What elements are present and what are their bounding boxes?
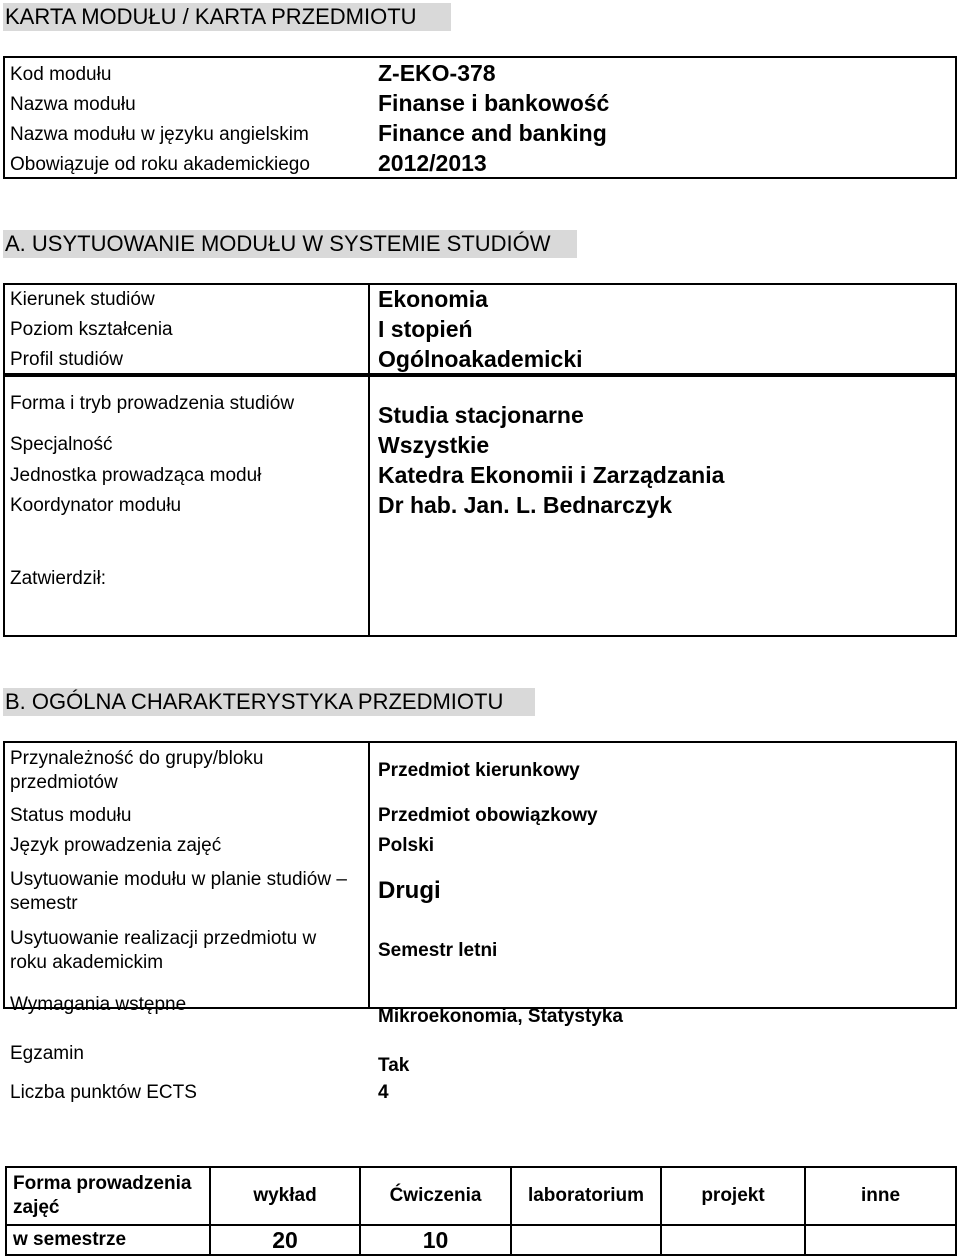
semester-placement-label: Usytuowanie modułu w planie studiów – semestr — [10, 869, 347, 914]
prerequisites-value: Mikroekonomia, Statystyka — [378, 1006, 623, 1027]
study-profile-value: Ogólnoakademicki — [378, 346, 583, 372]
group-label: Przynależność do grupy/bloku przedmiotów — [10, 748, 264, 793]
ects-value: 4 — [378, 1082, 389, 1103]
specialty-value: Wszystkie — [378, 432, 490, 458]
prerequisites-label: Wymagania wstępne — [10, 994, 187, 1015]
ects-label: Liczba punktów ECTS — [10, 1082, 197, 1103]
header-cell-project: projekt — [661, 1167, 805, 1225]
module-name-en-value: Finance and banking — [378, 120, 607, 146]
exercise-hours: 10 — [360, 1225, 511, 1255]
study-form-label: Forma i tryb prowadzenia studiów — [10, 393, 295, 414]
exam-value: Tak — [378, 1055, 410, 1076]
academic-year-value: 2012/2013 — [378, 150, 487, 176]
module-name-en-label: Nazwa modułu w języku angielskim — [10, 124, 309, 145]
header-cell-exercises: Ćwiczenia — [360, 1167, 511, 1225]
specialty-label: Specjalność — [10, 434, 113, 455]
approved-label: Zatwierdził: — [10, 568, 107, 589]
other-hours — [805, 1225, 956, 1255]
study-profile-label: Profil studiów — [10, 349, 123, 370]
group-value: Przedmiot kierunkowy — [378, 760, 580, 781]
class-forms-table — [5, 1166, 957, 1256]
semester-placement-value: Drugi — [378, 877, 441, 904]
field-of-study-value: Ekonomia — [378, 286, 488, 312]
header-cell-lecture: wykład — [210, 1167, 360, 1225]
section-a-title: A. USYTUOWANIE MODUŁU W SYSTEMIE STUDIÓW — [3, 230, 577, 258]
language-label: Język prowadzenia zajęć — [10, 835, 222, 856]
divider — [368, 375, 370, 637]
header-cell-laboratory: laboratorium — [511, 1167, 661, 1225]
laboratory-hours — [511, 1225, 661, 1255]
module-name-value: Finanse i bankowość — [378, 90, 610, 116]
unit-value: Katedra Ekonomii i Zarządzania — [378, 462, 725, 488]
section-b-title: B. OGÓLNA CHARAKTERYSTYKA PRZEDMIOTU — [3, 688, 535, 716]
unit-label: Jednostka prowadząca moduł — [10, 465, 262, 486]
study-form-value: Studia stacjonarne — [378, 402, 584, 428]
status-label: Status modułu — [10, 805, 132, 826]
academic-year-label: Obowiązuje od roku akademickiego — [10, 154, 310, 175]
realization-value: Semestr letni — [378, 940, 498, 961]
project-hours — [661, 1225, 805, 1255]
table-header-row — [6, 1167, 956, 1225]
page-title: KARTA MODUŁU / KARTA PRZEDMIOTU — [3, 3, 451, 31]
status-value: Przedmiot obowiązkowy — [378, 805, 598, 826]
table-row — [6, 1225, 956, 1255]
field-of-study-label: Kierunek studiów — [10, 289, 155, 310]
exam-label: Egzamin — [10, 1043, 84, 1064]
realization-label: Usytuowanie realizacji przedmiotu w roku akademickim — [10, 928, 317, 973]
semester-row-label: w semestrze — [6, 1225, 210, 1255]
module-code-value: Z-EKO-378 — [378, 60, 496, 86]
header-cell-form: Forma prowadzenia zajęć — [6, 1167, 210, 1225]
lecture-hours: 20 — [210, 1225, 360, 1255]
education-level-value: I stopień — [378, 316, 473, 342]
header-cell-other: inne — [805, 1167, 956, 1225]
coordinator-value: Dr hab. Jan. L. Bednarczyk — [378, 492, 672, 518]
language-value: Polski — [378, 835, 434, 856]
divider — [368, 283, 370, 375]
module-code-label: Kod modułu — [10, 64, 112, 85]
education-level-label: Poziom kształcenia — [10, 319, 173, 340]
divider — [368, 741, 370, 1009]
module-name-label: Nazwa modułu — [10, 94, 136, 115]
coordinator-label: Koordynator modułu — [10, 495, 182, 516]
